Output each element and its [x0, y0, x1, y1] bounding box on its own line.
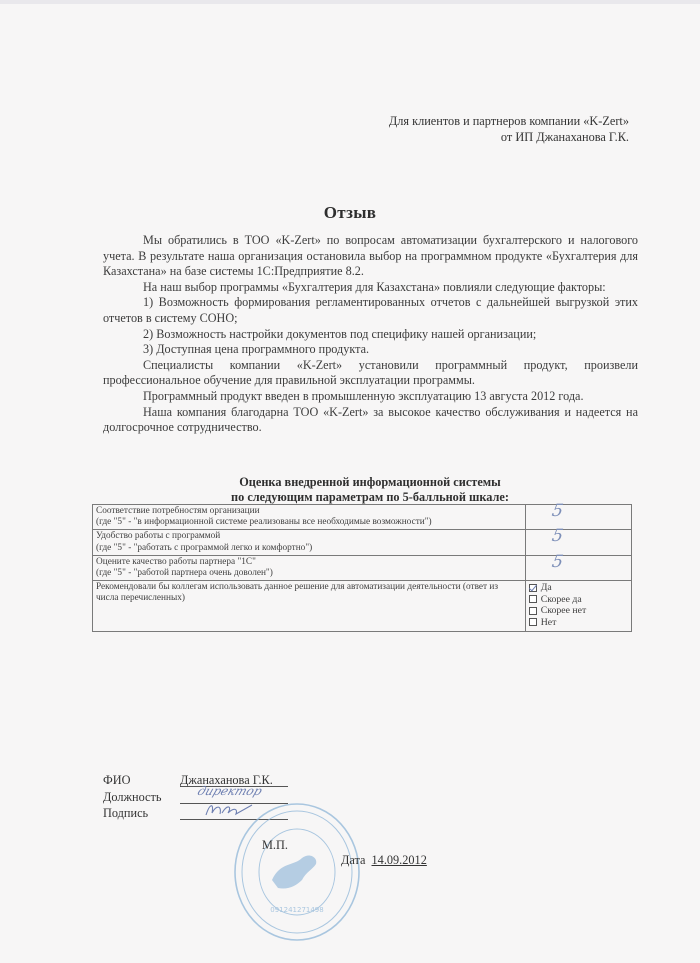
- option-yes[interactable]: [529, 582, 628, 594]
- evaluation-title: [0, 475, 700, 504]
- handwritten-position: директор: [195, 783, 265, 798]
- fio-label: ФИО: [103, 773, 131, 787]
- table-row: [93, 505, 632, 530]
- option-label: Да: [540, 582, 552, 594]
- handwritten-score: 5: [550, 551, 565, 572]
- recommend-options: [525, 581, 631, 632]
- question-cell: [93, 581, 526, 632]
- position-label: Должность: [103, 789, 162, 804]
- paragraph-deployment: Программный продукт введен в промышленную эксплуатацию 13 августа 2012 года.: [143, 388, 584, 403]
- checkbox-checked-icon[interactable]: [529, 584, 537, 592]
- fio-value: Джанаханова Г.К.: [180, 772, 288, 787]
- question-cell: [93, 530, 526, 555]
- question-cell: [93, 555, 526, 580]
- company-stamp-icon: [232, 800, 362, 945]
- document-body: [103, 233, 638, 436]
- paragraph-installation: Специалисты компании «K-Zert» установили программный продукт, произвели профессиональное обучение для правильной эксплуатации программы.: [103, 357, 638, 388]
- paragraph-intro: Мы обратились в ТОО «K-Zert» по вопросам автоматизации бухгалтерского и налогового учета. В результате наша организация остановила выбор на программном продукте «Бухгалтерия для Казахстана» на базе системы 1С:Предприятие 8.2.: [103, 233, 638, 279]
- factor-item: 3) Доступная цена программного продукта.: [143, 342, 370, 357]
- date-block: [341, 853, 427, 868]
- evaluation-title-line-1: Оценка внедренной информационной системы: [239, 475, 501, 489]
- addressee-line-1: Для клиентов и партнеров компании «K-Zert»: [388, 114, 629, 128]
- date-label: Дата: [341, 853, 366, 867]
- handwritten-score: 5: [550, 501, 565, 521]
- document-title: Отзыв: [323, 203, 377, 222]
- addressee-line-2: от ИП Джанаханова Г.К.: [500, 130, 629, 144]
- factor-item: 2) Возможность настройки документов под специфику нашей организации;: [143, 326, 537, 341]
- score-cell[interactable]: [525, 526, 631, 555]
- table-row: [93, 555, 632, 580]
- option-rather-yes[interactable]: [529, 594, 628, 606]
- addressee-block: [389, 113, 629, 145]
- option-label: Скорее да: [540, 593, 582, 605]
- checkbox-icon[interactable]: [529, 607, 537, 615]
- option-no[interactable]: [529, 617, 628, 629]
- question-text: Соответствие потребностям организации: [96, 506, 260, 516]
- handwritten-score: 5: [550, 526, 565, 547]
- option-rather-no[interactable]: [529, 605, 628, 617]
- question-text: Удобство работы с программой: [96, 531, 221, 542]
- option-label: Нет: [540, 616, 557, 628]
- question-hint: (где "5" - "в информационной системе реализованы все необходимые возможности"): [96, 517, 432, 528]
- factor-item: 1) Возможность формирования регламентированных отчетов с дальнейшей выгрузкой этих отчетов в систему СОНО;: [103, 295, 638, 325]
- checkbox-icon[interactable]: [529, 618, 537, 626]
- table-row: [93, 581, 632, 632]
- svg-text:091241271498: 091241271498: [270, 906, 324, 914]
- question-hint: (где "5" - "работой партнера очень доволен"): [96, 568, 273, 579]
- evaluation-table: [92, 501, 632, 632]
- option-label: Скорее нет: [540, 605, 587, 617]
- question-text: Рекомендовали бы коллегам использовать данное решение для автоматизации деятельности (ответ из числа перечисленных): [96, 582, 499, 604]
- factors-list: [103, 295, 638, 357]
- date-value: 14.09.2012: [371, 853, 427, 867]
- question-cell: [93, 505, 526, 530]
- paragraph-factors-intro: На наш выбор программы «Бухгалтерия для Казахстана» повлияли следующие факторы:: [143, 279, 606, 294]
- scan-edge: [0, 0, 700, 4]
- evaluation-title-line-2: по следующим параметрам по 5-балльной шкале:: [231, 489, 509, 504]
- question-hint: (где "5" - "работать с программой легко и комфортно"): [96, 542, 313, 553]
- score-cell[interactable]: [525, 501, 631, 530]
- question-text: Оцените качество работы партнера "1С": [96, 556, 256, 567]
- checkbox-icon[interactable]: [529, 595, 537, 603]
- score-cell[interactable]: [525, 551, 631, 580]
- table-row: [93, 530, 632, 555]
- sign-label: Подпись: [103, 806, 149, 820]
- paragraph-thanks: Наша компания благодарна ТОО «K-Zert» за высокое качество обслуживания и надеется на долгосрочное сотрудничество.: [103, 404, 638, 435]
- stamp-place-label: М.П.: [262, 838, 288, 852]
